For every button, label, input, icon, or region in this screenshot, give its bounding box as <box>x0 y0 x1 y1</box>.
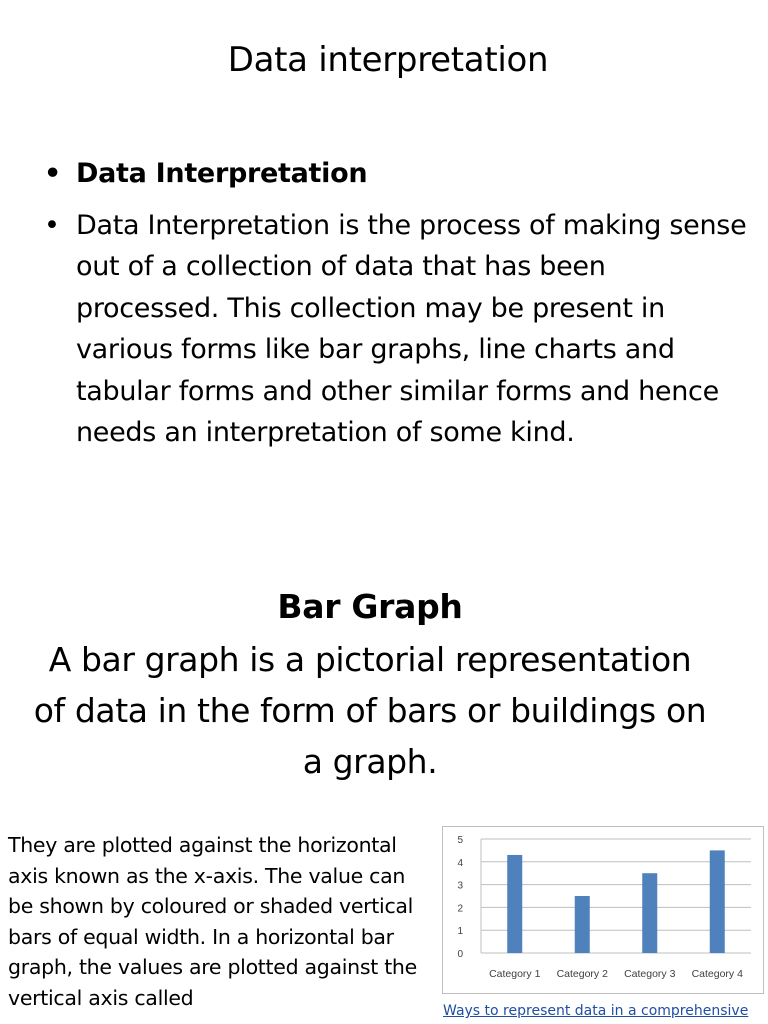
y-tick-label: 2 <box>457 903 463 915</box>
bullet-text: Data Interpretation is the process of making sense out of a collection of data that has been processed. This collection may be present in various forms like bar graphs, line charts and tabular forms and other similar forms and hence needs an interpretation of some kind. <box>76 209 747 448</box>
slide-title: Data interpretation <box>227 40 549 80</box>
bullet-list <box>44 153 754 454</box>
x-tick-label: Category 2 <box>556 968 608 980</box>
bar <box>642 873 657 953</box>
y-tick-label: 5 <box>457 835 463 846</box>
bar <box>710 850 725 953</box>
bar-chart-svg <box>443 827 763 993</box>
bar-graph-side-text: They are plotted against the horizontal axis known as the x-axis. The value can be shown by coloured or shaded vertical bars of equal width. In a horizontal bar graph, the values are plotted against the vertical axis called <box>8 833 417 1010</box>
y-tick-label: 1 <box>457 926 463 938</box>
bar <box>507 855 522 953</box>
bullet-marker: • <box>44 209 60 241</box>
bullet-item <box>44 153 754 195</box>
y-tick-label: 0 <box>457 949 463 960</box>
x-tick-label: Category 3 <box>624 968 676 980</box>
x-tick-label: Category 4 <box>691 968 743 980</box>
bar-graph-heading: Bar Graph <box>277 587 463 626</box>
bar-chart <box>442 826 764 994</box>
bar-graph-description: A bar graph is a pictorial representation of data in the form of bars or buildings on a graph. <box>33 640 707 781</box>
bar <box>575 896 590 953</box>
y-tick-label: 3 <box>457 880 463 892</box>
bullet-heading: Data Interpretation <box>76 158 368 189</box>
x-tick-label: Category 1 <box>489 968 541 980</box>
represent-data-link[interactable]: Ways to represent data in a comprehensive <box>443 1003 749 1019</box>
y-tick-label: 4 <box>457 857 463 869</box>
bullet-item <box>44 205 754 454</box>
bullet-marker: • <box>44 158 61 189</box>
